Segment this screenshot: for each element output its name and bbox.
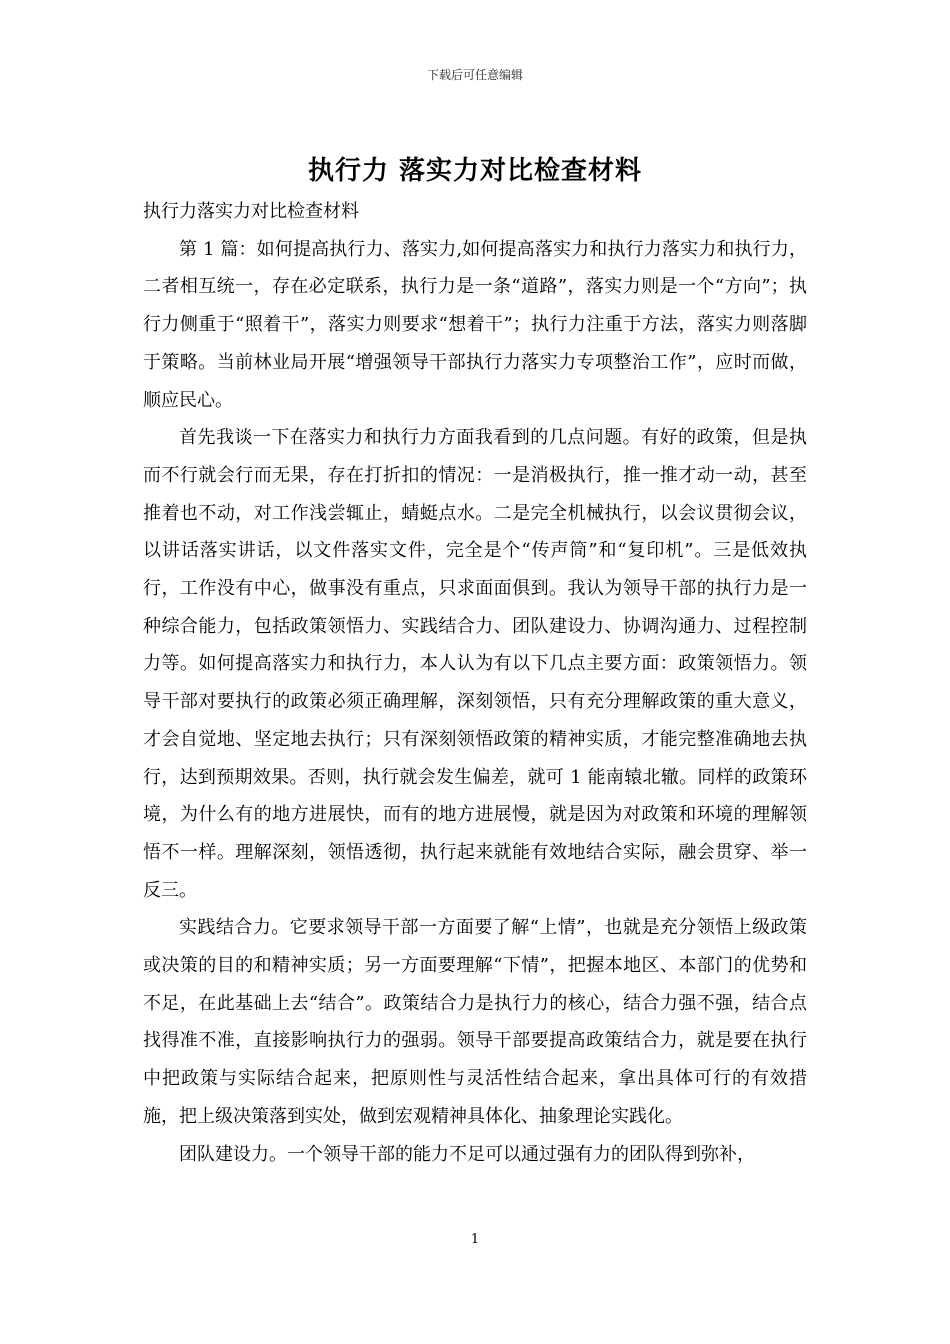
paragraph: 第 1 篇：如何提高执行力、落实力,如何提高落实力和执行力落实力和执行力，二者相互统一，存在必定联系，执行力是一条“道路”，落实力则是一个“方向”；执行力侧重于“照着干”，落实力则要求“想着干”；执行力注重于方法，落实力则落脚于策略。当前林业局开展“增强领导干部执行力落实力专项整治工作”，应时而做，顺应民心。 [143, 238, 807, 411]
paragraph: 团队建设力。一个领导干部的能力不足可以通过强有力的团队得到弥补， [179, 1143, 755, 1165]
document-title: 执行力 落实力对比检查材料 [307, 156, 643, 186]
page-number: 1 [470, 1232, 480, 1247]
paragraph: 首先我谈一下在落实力和执行力方面我看到的几点问题。有好的政策，但是执而不行就会行而无果，存在打折扣的情况：一是消极执行，推一推才动一动，甚至推着也不动，对工作浅尝辄止，蜻蜓点水。二是完全机械执行，以会议贯彻会议，以讲话落实讲话，以文件落实文件，完全是个“传声筒”和“复印机”。三是低效执行，工作没有中心，做事没有重点，只求面面俱到。我认为领导干部的执行力是一种综合能力，包括政策领悟力、实践结合力、团队建设力、协调沟通力、过程控制力等。如何提高落实力和执行力，本人认为有以下几点主要方面：政策领悟力。领导干部对要执行的政策必须正确理解，深刻领悟，只有充分理解政策的重大意义，才会自觉地、坚定地去执行；只有深刻领悟政策的精神实质，才能完整准确地去执行，达到预期效果。否则，执行就会发生偏差，就可 1 能南辕北辙。同样的政策环境，为什么有的地方进展快，而有的地方进展慢，就是因为对政策和环境的理解领悟不一样。理解深刻，领悟透彻，执行起来就能有效地结合实际，融会贯穿、举一反三。 [143, 427, 807, 901]
paragraph: 实践结合力。它要求领导干部一方面要了解“上情”，也就是充分领悟上级政策或决策的目的和精神实质；另一方面要理解“下情”，把握本地区、本部门的优势和不足，在此基础上去“结合”。政策结合力是执行力的核心，结合力强不强，结合点找得准不准，直接影响执行力的强弱。领导干部要提高政策结合力，就是要在执行中把政策与实际结合起来，把原则性与灵活性结合起来，拿出具体可行的有效措施，把上级决策落到实处，做到宏观精神具体化、抽象理论实践化。 [143, 917, 807, 1127]
document-subtitle: 执行力落实力对比检查材料 [143, 201, 359, 222]
header-note: 下载后可任意编辑 [426, 68, 523, 82]
document-body [143, 193, 807, 1173]
